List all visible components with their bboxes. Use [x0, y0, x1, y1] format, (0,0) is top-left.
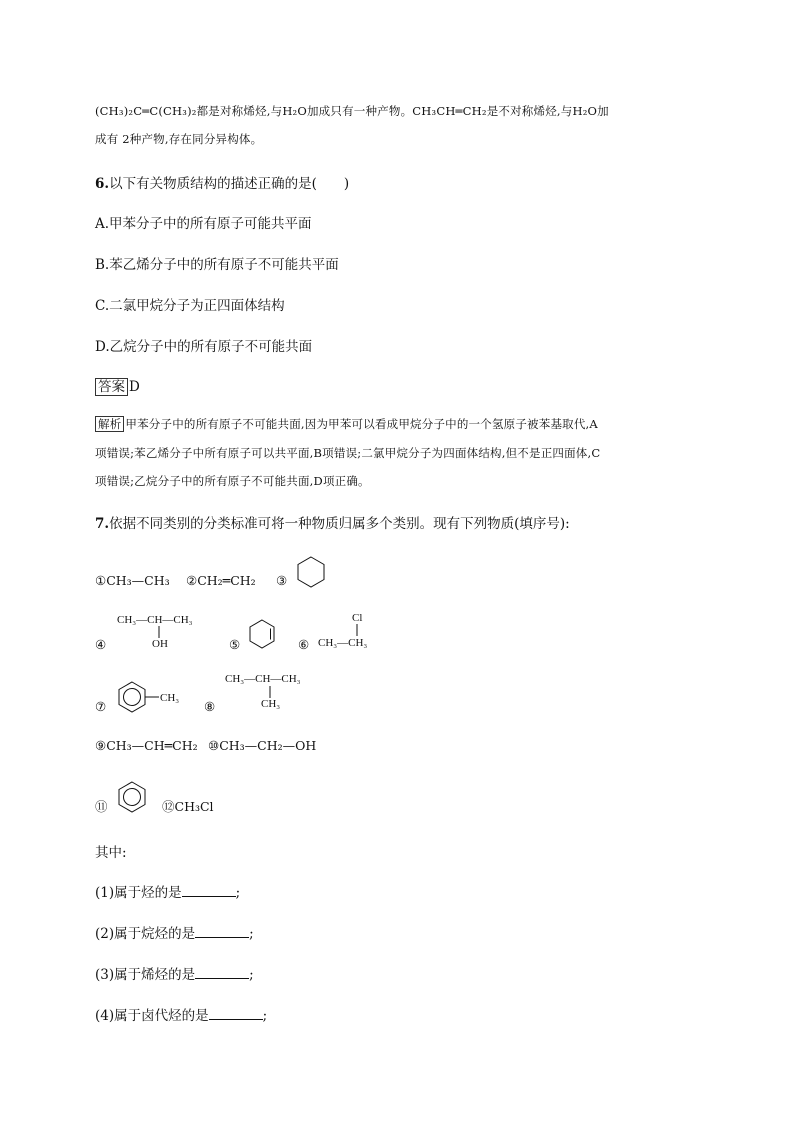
sub-question-label: (3)属于烯烃的是: [95, 967, 196, 983]
prev-explanation-line-2: 成有 2种产物,存在同分异构体。: [95, 132, 263, 146]
answer-line: [95, 375, 140, 395]
item-8-label: ⑧: [204, 699, 216, 714]
sub-question-4: [95, 1004, 267, 1024]
item-3-label: ③: [276, 573, 288, 588]
item-2: ②CH₂═CH₂: [186, 573, 256, 588]
item-7-methyl: CH₃: [160, 692, 180, 704]
item-5-label: ⑤: [229, 637, 241, 652]
answer-blank-2[interactable]: [195, 925, 249, 938]
terminator: ;: [249, 926, 254, 942]
option-c: C.二氯甲烷分子为正四面体结构: [95, 298, 285, 314]
item-8-bond: [269, 686, 271, 698]
sub-question-label: (4)属于卤代烃的是: [95, 1008, 209, 1024]
sub-question-2: [95, 922, 254, 942]
item-7-label: ⑦: [95, 699, 107, 714]
question-number: 6.: [95, 176, 110, 192]
item-11-label: ⑪: [95, 799, 108, 814]
question-6-stem: [95, 172, 349, 192]
question-text: 依据不同类别的分类标准可将一种物质归属多个类别。现有下列物质(填序号):: [109, 516, 570, 532]
analysis-line-2: 项错误;苯乙烯分子中所有原子可以共平面,B项错误;二氯甲烷分子为四面体结构,但不是正四面体,C: [95, 446, 601, 460]
toluene-structure: [115, 680, 161, 714]
sub-question-label: (2)属于烷烃的是: [95, 926, 196, 942]
analysis-tag: 解析: [95, 416, 124, 432]
option-a: A.甲苯分子中的所有原子可能共平面: [95, 216, 312, 232]
terminator: ;: [249, 967, 254, 983]
sub-question-3: [95, 963, 254, 983]
item-12: ⑫CH₃Cl: [162, 799, 214, 814]
item-8-substituent: CH₃: [261, 698, 281, 710]
analysis-line-1: [95, 416, 598, 432]
option-d: D.乙烷分子中的所有原子不可能共面: [95, 339, 313, 355]
among-label: 其中:: [95, 845, 127, 861]
answer-blank-4[interactable]: [209, 1007, 263, 1020]
item-6-label: ⑥: [298, 637, 310, 652]
item-4-label: ④: [95, 637, 107, 652]
cyclohexane-structure: [294, 555, 328, 589]
answer-value: D: [129, 379, 140, 395]
item-10: ⑩CH₃—CH₂—OH: [208, 738, 317, 753]
analysis-line-3: 项错误;乙烷分子中的所有原子不可能共面,D项正确。: [95, 474, 370, 488]
terminator: ;: [262, 1008, 268, 1024]
item-6-chain: CH₃—CH₃: [318, 637, 368, 649]
prev-explanation-line-1: (CH₃)₂C═C(CH₃)₂都是对称烯烃,与H₂O加成只有一种产物。CH₃CH═CH₂是不对称烯烃,与H₂O加: [95, 104, 609, 118]
item-9: ⑨CH₃—CH═CH₂: [95, 738, 198, 753]
answer-blank-3[interactable]: [195, 966, 249, 979]
item-1: ①CH₃—CH₃: [95, 573, 170, 588]
option-b: B.苯乙烯分子中的所有原子不可能共平面: [95, 257, 339, 273]
answer-blank-1[interactable]: [182, 884, 236, 897]
item-4-bond: [158, 626, 160, 638]
question-7-stem: [95, 512, 570, 532]
question-text: 以下有关物质结构的描述正确的是( ): [109, 176, 350, 192]
sub-question-label: (1)属于烃的是: [95, 885, 182, 901]
terminator: ;: [235, 885, 241, 901]
sub-question-1: [95, 881, 240, 901]
answer-tag: 答案: [95, 378, 128, 396]
item-4-substituent: OH: [152, 638, 168, 650]
benzene-structure: [115, 780, 149, 814]
item-4-chain: CH₃—CH—CH₃: [117, 614, 193, 626]
cyclohexene-structure: [246, 618, 278, 650]
item-6-bond: [356, 624, 358, 636]
item-8-chain: CH₃—CH—CH₃: [225, 673, 301, 685]
item-6-chlorine: Cl: [352, 612, 363, 624]
analysis-text: 甲苯分子中的所有原子不可能共面,因为甲苯可以看成甲烷分子中的一个氢原子被苯基取代,A: [125, 417, 598, 431]
question-number: 7.: [95, 516, 110, 532]
